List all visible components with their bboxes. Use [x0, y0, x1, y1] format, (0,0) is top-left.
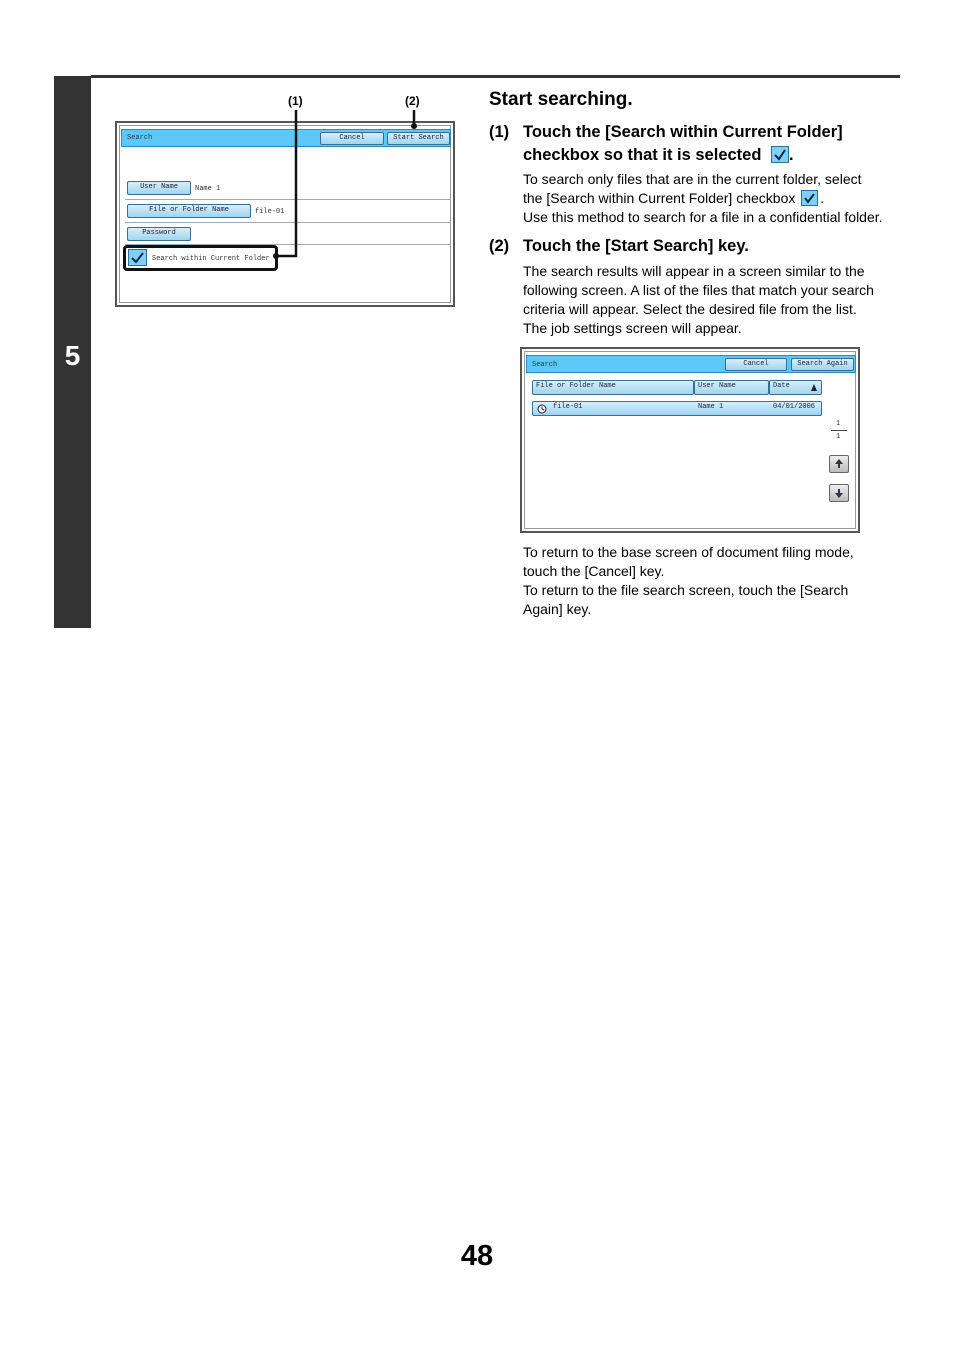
- sort-ascending-icon: [811, 384, 817, 391]
- scroll-up-button[interactable]: [829, 455, 849, 473]
- table-row[interactable]: [532, 401, 822, 416]
- row-date: 04/01/2006: [773, 403, 816, 411]
- step1-body: [523, 170, 903, 227]
- screen-title-bar: [526, 355, 856, 373]
- scroll-down-button[interactable]: [829, 484, 849, 502]
- search-again-button[interactable]: Search Again: [791, 358, 854, 371]
- page-total: 1: [836, 433, 841, 441]
- step2-number: (2): [489, 237, 510, 255]
- cancel-button[interactable]: Cancel: [320, 132, 384, 145]
- step1-number: (1): [489, 123, 510, 141]
- callout-label-1: (1): [288, 94, 303, 108]
- check-icon: [772, 147, 788, 162]
- step1-body-line2: the [Search within Current Folder] checkbox: [523, 190, 796, 206]
- column-header-date-label: Date: [773, 382, 790, 390]
- step1-heading: [489, 121, 909, 167]
- column-header-file-or-folder-name[interactable]: File or Folder Name: [532, 380, 694, 395]
- step1-title-line2-wrap: [523, 144, 909, 167]
- checkbox-checked-icon: [771, 146, 789, 163]
- screen-inner-frame: [524, 351, 856, 529]
- return-instructions: [523, 543, 903, 619]
- step1-title-line1: Touch the [Search within Current Folder]: [523, 123, 843, 141]
- step2-body-line: The search results will appear in a screen similar to the: [523, 263, 865, 279]
- row-file-name: file-01: [553, 403, 583, 411]
- return-instructions-line: touch the [Cancel] key.: [523, 563, 665, 579]
- file-name-value: file-01: [255, 208, 285, 216]
- step1-title-line2: checkbox so that it is selected: [523, 146, 762, 164]
- check-icon: [802, 191, 817, 205]
- user-name-value: Name 1: [195, 185, 221, 193]
- callout-label-2: (2): [405, 94, 420, 108]
- start-search-button[interactable]: Start Search: [387, 132, 450, 145]
- row-user-name: Name 1: [698, 403, 724, 411]
- return-instructions-line: Again] key.: [523, 601, 592, 617]
- file-or-folder-name-button[interactable]: File or Folder Name: [127, 204, 251, 218]
- cancel-button[interactable]: Cancel: [725, 358, 787, 371]
- file-clock-icon: [537, 404, 547, 414]
- password-button[interactable]: Password: [127, 227, 191, 241]
- arrow-up-icon: [830, 456, 848, 472]
- step2-heading: [489, 235, 909, 258]
- checkbox-checked-icon: [801, 190, 818, 206]
- return-instructions-line: To return to the base screen of document filing mode,: [523, 544, 854, 560]
- column-header-date[interactable]: [769, 380, 822, 395]
- step1-title-end: .: [789, 146, 794, 164]
- screen-title: Search: [532, 361, 558, 369]
- search-results-screen-illustration: [520, 347, 860, 533]
- section-heading: Start searching.: [489, 89, 633, 110]
- user-name-button[interactable]: User Name: [127, 181, 191, 195]
- step1-body-line1: To search only files that are in the current folder, select: [523, 171, 862, 187]
- step-number: 5: [64, 340, 81, 371]
- screen-title: Search: [127, 134, 153, 142]
- step2-body-line: The job settings screen will appear.: [523, 320, 742, 336]
- page-number: 48: [460, 1240, 494, 1272]
- return-instructions-line: To return to the file search screen, touch the [Search: [523, 582, 849, 598]
- arrow-down-icon: [830, 485, 848, 501]
- step1-body-line2-end: .: [820, 190, 825, 206]
- step2-body: [523, 262, 903, 338]
- step2-body-line: criteria will appear. Select the desired file from the list.: [523, 301, 857, 317]
- column-header-user-name[interactable]: User Name: [694, 380, 769, 395]
- step1-body-line2-wrap: [523, 189, 903, 208]
- step2-body-line: following screen. A list of the files that match your search: [523, 282, 874, 298]
- step2-title: Touch the [Start Search] key.: [523, 237, 749, 255]
- page-fraction-line: [831, 430, 847, 431]
- page-current: 1: [836, 420, 841, 428]
- search-within-folder-label: Search within Current Folder: [152, 255, 270, 263]
- step1-body-line3: Use this method to search for a file in a confidential folder.: [523, 209, 883, 225]
